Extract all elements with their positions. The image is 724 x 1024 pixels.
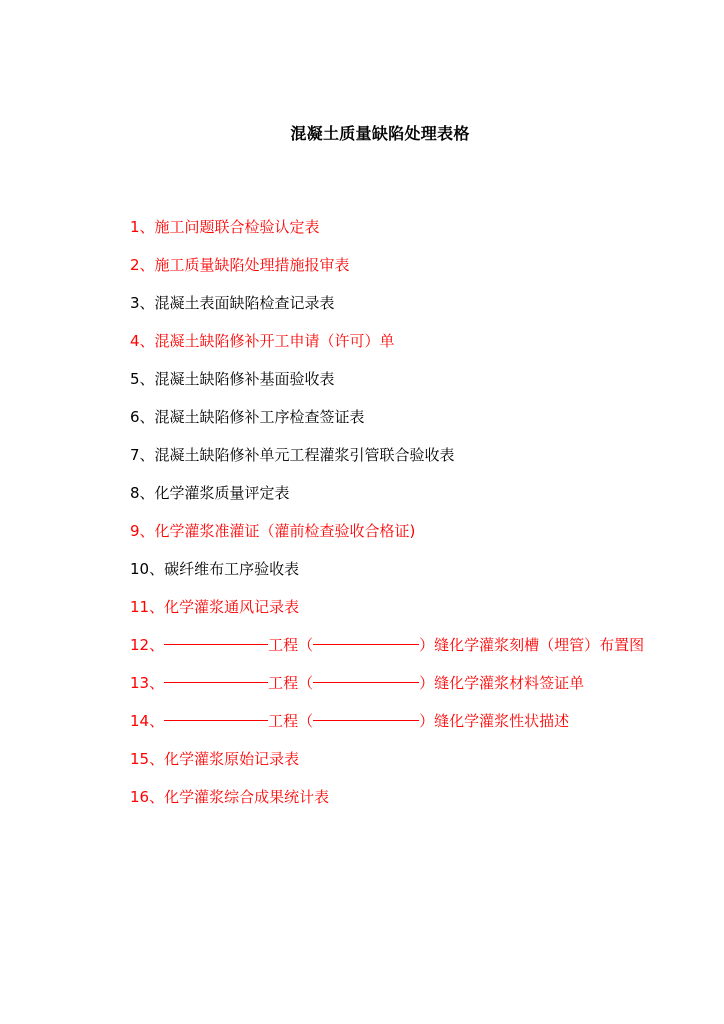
list-item xyxy=(130,292,644,330)
list-item xyxy=(130,672,644,710)
list-item xyxy=(130,254,644,292)
list-item xyxy=(130,216,644,254)
blank-line xyxy=(313,644,419,645)
item-text: 15、化学灌浆原始记录表 xyxy=(130,750,300,768)
item-text: 1、施工问题联合检验认定表 xyxy=(130,218,320,236)
item-text: 11、化学灌浆通风记录表 xyxy=(130,598,300,616)
list-item xyxy=(130,596,644,634)
blank-line xyxy=(164,720,268,721)
list-item xyxy=(130,786,644,824)
list-item xyxy=(130,482,644,520)
form-list xyxy=(130,216,644,824)
item-text: 3、混凝土表面缺陷检查记录表 xyxy=(130,294,335,312)
item-text-part: 工程（ xyxy=(268,636,314,654)
item-text-part: 工程（ xyxy=(268,712,314,730)
item-text-part: ）缝化学灌浆刻槽（埋管）布置图 xyxy=(419,636,645,654)
list-item xyxy=(130,330,644,368)
list-item xyxy=(130,368,644,406)
item-text: 8、化学灌浆质量评定表 xyxy=(130,484,290,502)
item-text-part: 工程（ xyxy=(268,674,314,692)
list-item xyxy=(130,710,644,748)
blank-line xyxy=(313,682,419,683)
item-text: 5、混凝土缺陷修补基面验收表 xyxy=(130,370,335,388)
item-text: 2、施工质量缺陷处理措施报审表 xyxy=(130,256,350,274)
list-item xyxy=(130,406,644,444)
list-item xyxy=(130,558,644,596)
blank-line xyxy=(164,682,268,683)
item-text-part: ）缝化学灌浆材料签证单 xyxy=(419,674,585,692)
list-item xyxy=(130,444,644,482)
item-prefix: 12、 xyxy=(130,636,165,654)
item-text: 4、混凝土缺陷修补开工申请（许可）单 xyxy=(130,332,395,350)
item-text-part: ）缝化学灌浆性状描述 xyxy=(419,712,570,730)
blank-line xyxy=(313,720,419,721)
page-title: 混凝土质量缺陷处理表格 xyxy=(290,124,470,143)
item-text: 10、碳纤维布工序验收表 xyxy=(130,560,300,578)
item-prefix: 13、 xyxy=(130,674,165,692)
list-item xyxy=(130,634,644,672)
list-item xyxy=(130,520,644,558)
item-text: 16、化学灌浆综合成果统计表 xyxy=(130,788,330,806)
list-item xyxy=(130,748,644,786)
item-text: 6、混凝土缺陷修补工序检查签证表 xyxy=(130,408,365,426)
item-text: 7、混凝土缺陷修补单元工程灌浆引管联合验收表 xyxy=(130,446,455,464)
item-prefix: 14、 xyxy=(130,712,165,730)
blank-line xyxy=(164,644,268,645)
item-text: 9、化学灌浆准灌证（灌前检查验收合格证) xyxy=(130,522,416,540)
